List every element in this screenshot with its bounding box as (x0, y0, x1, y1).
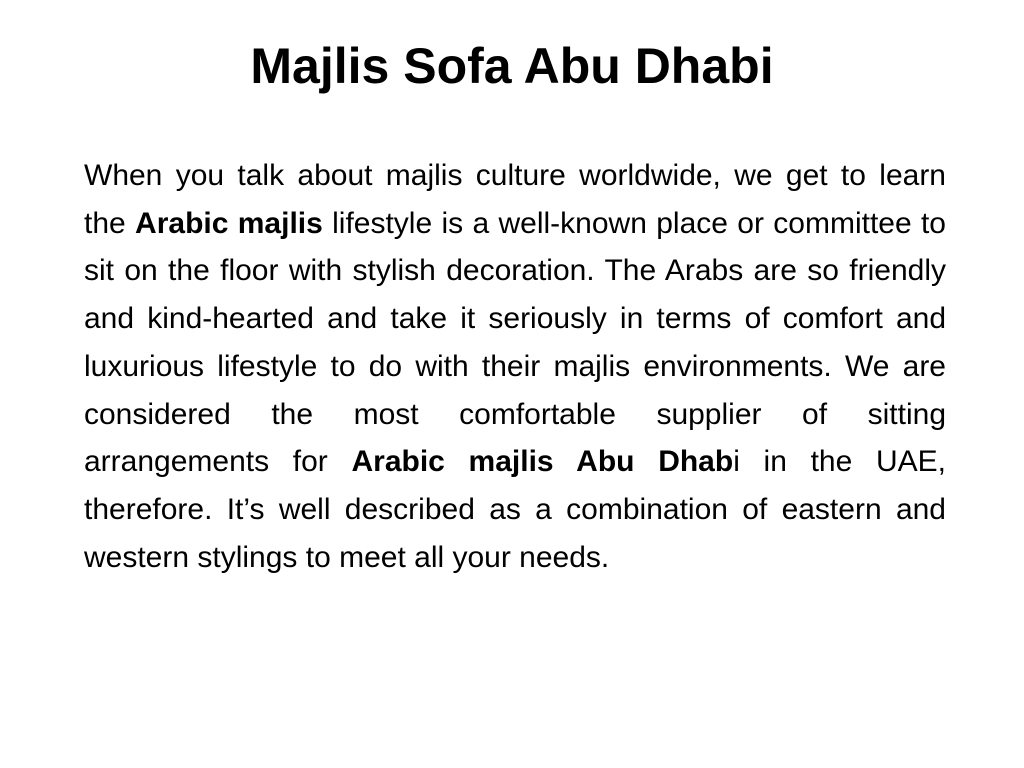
slide-body-paragraph (84, 152, 946, 581)
paragraph-text-1: When you talk about majlis culture worldwide, we get to learn the (84, 159, 946, 240)
slide-title: Majlis Sofa Abu Dhabi (250, 38, 774, 94)
bold-phrase-arabic-majlis: Arabic majlis (135, 206, 323, 240)
paragraph-text-2: lifestyle is a well-known place or committee to sit on the floor with stylish decoration. The Arabs are so friendly and kind-hearted and take it seriously in terms of comfort and luxurious lifestyle to do with their majlis environments. We are considered the most comfortable supplier of sitting arrangements for (84, 206, 946, 479)
paragraph-text-3: i in the UAE, therefore. It’s well described as a combination of eastern and western stylings to meet all your needs. (84, 445, 947, 574)
bold-phrase-arabic-majlis-abu-dhabi: Arabic majlis Abu Dhab (351, 445, 734, 479)
